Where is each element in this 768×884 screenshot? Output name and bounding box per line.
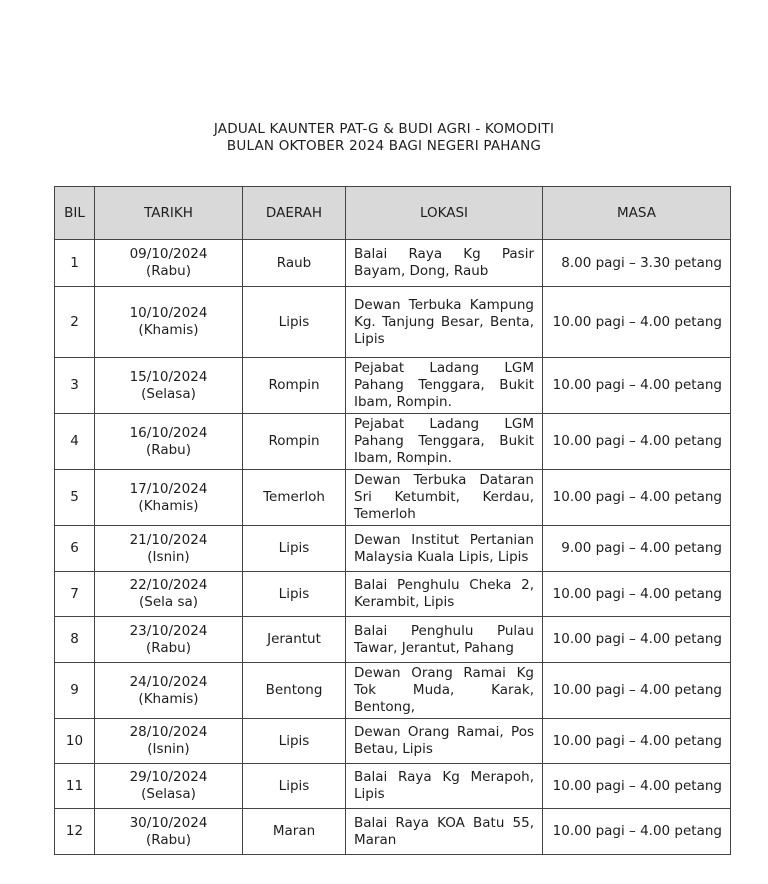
cell-masa: 10.00 pagi – 4.00 petang bbox=[543, 414, 731, 470]
day-text: (Sela sa) bbox=[138, 594, 199, 610]
cell-lokasi: Pejabat Ladang LGM Pahang Tenggara, Bukit Ibam, Rompin. bbox=[346, 414, 543, 470]
header-lokasi: LOKASI bbox=[346, 187, 543, 240]
cell-bil: 2 bbox=[55, 287, 95, 358]
table-row bbox=[55, 414, 731, 470]
date-text: 10/10/2024 bbox=[129, 305, 208, 321]
cell-tarikh bbox=[95, 663, 243, 719]
date-text: 28/10/2024 bbox=[129, 724, 208, 740]
table-row bbox=[55, 617, 731, 663]
cell-masa: 10.00 pagi – 4.00 petang bbox=[543, 663, 731, 719]
table-row bbox=[55, 663, 731, 719]
date-text: 21/10/2024 bbox=[129, 531, 208, 548]
document-title: JADUAL KAUNTER PAT-G & BUDI AGRI - KOMODITI bbox=[213, 121, 555, 137]
cell-bil: 9 bbox=[55, 663, 95, 719]
table-header-row bbox=[55, 187, 731, 240]
cell-daerah: Lipis bbox=[243, 764, 346, 809]
table-row bbox=[55, 809, 731, 855]
table-row bbox=[55, 358, 731, 414]
cell-masa: 10.00 pagi – 4.00 petang bbox=[543, 358, 731, 414]
cell-daerah: Bentong bbox=[243, 663, 346, 719]
cell-bil: 7 bbox=[55, 572, 95, 617]
cell-daerah: Maran bbox=[243, 809, 346, 855]
cell-lokasi: Balai Penghulu Cheka 2, Kerambit, Lipis bbox=[346, 572, 543, 617]
cell-daerah: Jerantut bbox=[243, 617, 346, 663]
cell-masa: 9.00 pagi – 4.00 petang bbox=[543, 526, 731, 572]
table-row bbox=[55, 764, 731, 809]
cell-tarikh bbox=[95, 414, 243, 470]
date-text: 22/10/2024 bbox=[129, 577, 208, 593]
cell-tarikh bbox=[95, 470, 243, 526]
cell-tarikh bbox=[95, 526, 243, 572]
day-text: (Rabu) bbox=[145, 639, 191, 656]
day-text: (Khamis) bbox=[138, 690, 199, 707]
cell-daerah: Lipis bbox=[243, 719, 346, 764]
day-text: (Selasa) bbox=[141, 786, 196, 802]
cell-lokasi: Dewan Orang Ramai Kg Tok Muda, Karak, Bentong, bbox=[346, 663, 543, 719]
cell-daerah: Lipis bbox=[243, 572, 346, 617]
cell-lokasi: Balai Raya Kg Merapoh, Lipis bbox=[346, 764, 543, 809]
cell-daerah: Lipis bbox=[243, 287, 346, 358]
cell-masa: 10.00 pagi – 4.00 petang bbox=[543, 287, 731, 358]
date-text: 17/10/2024 bbox=[129, 480, 208, 497]
cell-masa: 10.00 pagi – 4.00 petang bbox=[543, 470, 731, 526]
day-text: (Rabu) bbox=[145, 263, 191, 279]
cell-tarikh bbox=[95, 719, 243, 764]
header-tarikh: TARIKH bbox=[95, 187, 243, 240]
cell-lokasi: Dewan Terbuka Dataran Sri Ketumbit, Kerdau, Temerloh bbox=[346, 470, 543, 526]
cell-tarikh bbox=[95, 240, 243, 287]
cell-tarikh bbox=[95, 358, 243, 414]
cell-lokasi: Balai Raya Kg Pasir Bayam, Dong, Raub bbox=[346, 240, 543, 287]
table-row bbox=[55, 526, 731, 572]
cell-tarikh bbox=[95, 809, 243, 855]
cell-lokasi: Dewan Orang Ramai, Pos Betau, Lipis bbox=[346, 719, 543, 764]
cell-masa: 10.00 pagi – 4.00 petang bbox=[543, 572, 731, 617]
cell-tarikh bbox=[95, 287, 243, 358]
table-row bbox=[55, 719, 731, 764]
cell-masa: 10.00 pagi – 4.00 petang bbox=[543, 617, 731, 663]
cell-bil: 8 bbox=[55, 617, 95, 663]
cell-daerah: Rompin bbox=[243, 414, 346, 470]
cell-masa: 10.00 pagi – 4.00 petang bbox=[543, 809, 731, 855]
schedule-table bbox=[54, 186, 731, 855]
date-text: 16/10/2024 bbox=[129, 424, 208, 441]
table-row bbox=[55, 287, 731, 358]
cell-daerah: Lipis bbox=[243, 526, 346, 572]
cell-daerah: Rompin bbox=[243, 358, 346, 414]
date-text: 29/10/2024 bbox=[129, 769, 208, 785]
cell-tarikh bbox=[95, 617, 243, 663]
date-text: 24/10/2024 bbox=[129, 673, 208, 690]
day-text: (Isnin) bbox=[147, 548, 190, 565]
cell-bil: 1 bbox=[55, 240, 95, 287]
cell-tarikh bbox=[95, 764, 243, 809]
cell-bil: 4 bbox=[55, 414, 95, 470]
cell-bil: 6 bbox=[55, 526, 95, 572]
cell-lokasi: Dewan Institut Pertanian Malaysia Kuala Lipis, Lipis bbox=[346, 526, 543, 572]
cell-daerah: Raub bbox=[243, 240, 346, 287]
cell-bil: 10 bbox=[55, 719, 95, 764]
cell-bil: 3 bbox=[55, 358, 95, 414]
cell-masa: 10.00 pagi – 4.00 petang bbox=[543, 719, 731, 764]
cell-lokasi: Balai Penghulu Pulau Tawar, Jerantut, Pahang bbox=[346, 617, 543, 663]
date-text: 15/10/2024 bbox=[129, 368, 208, 385]
header-daerah: DAERAH bbox=[243, 187, 346, 240]
header-masa: MASA bbox=[543, 187, 731, 240]
cell-bil: 12 bbox=[55, 809, 95, 855]
cell-lokasi: Dewan Terbuka Kampung Kg. Tanjung Besar, Benta, Lipis bbox=[346, 287, 543, 358]
cell-tarikh bbox=[95, 572, 243, 617]
cell-lokasi: Pejabat Ladang LGM Pahang Tenggara, Bukit Ibam, Rompin. bbox=[346, 358, 543, 414]
day-text: (Isnin) bbox=[147, 741, 190, 757]
day-text: (Rabu) bbox=[145, 441, 191, 458]
cell-masa: 10.00 pagi – 4.00 petang bbox=[543, 764, 731, 809]
cell-bil: 11 bbox=[55, 764, 95, 809]
cell-bil: 5 bbox=[55, 470, 95, 526]
date-text: 30/10/2024 bbox=[129, 814, 208, 831]
table-row bbox=[55, 240, 731, 287]
day-text: (Selasa) bbox=[141, 385, 196, 402]
day-text: (Khamis) bbox=[138, 497, 199, 514]
day-text: (Rabu) bbox=[145, 831, 191, 848]
cell-daerah: Temerloh bbox=[243, 470, 346, 526]
table-row bbox=[55, 572, 731, 617]
date-text: 09/10/2024 bbox=[129, 246, 208, 262]
header-bil: BIL bbox=[55, 187, 95, 240]
cell-masa: 8.00 pagi – 3.30 petang bbox=[543, 240, 731, 287]
day-text: (Khamis) bbox=[138, 322, 199, 338]
table-row bbox=[55, 470, 731, 526]
cell-lokasi: Balai Raya KOA Batu 55, Maran bbox=[346, 809, 543, 855]
document-subtitle: BULAN OKTOBER 2024 BAGI NEGERI PAHANG bbox=[226, 138, 542, 154]
date-text: 23/10/2024 bbox=[129, 622, 208, 639]
